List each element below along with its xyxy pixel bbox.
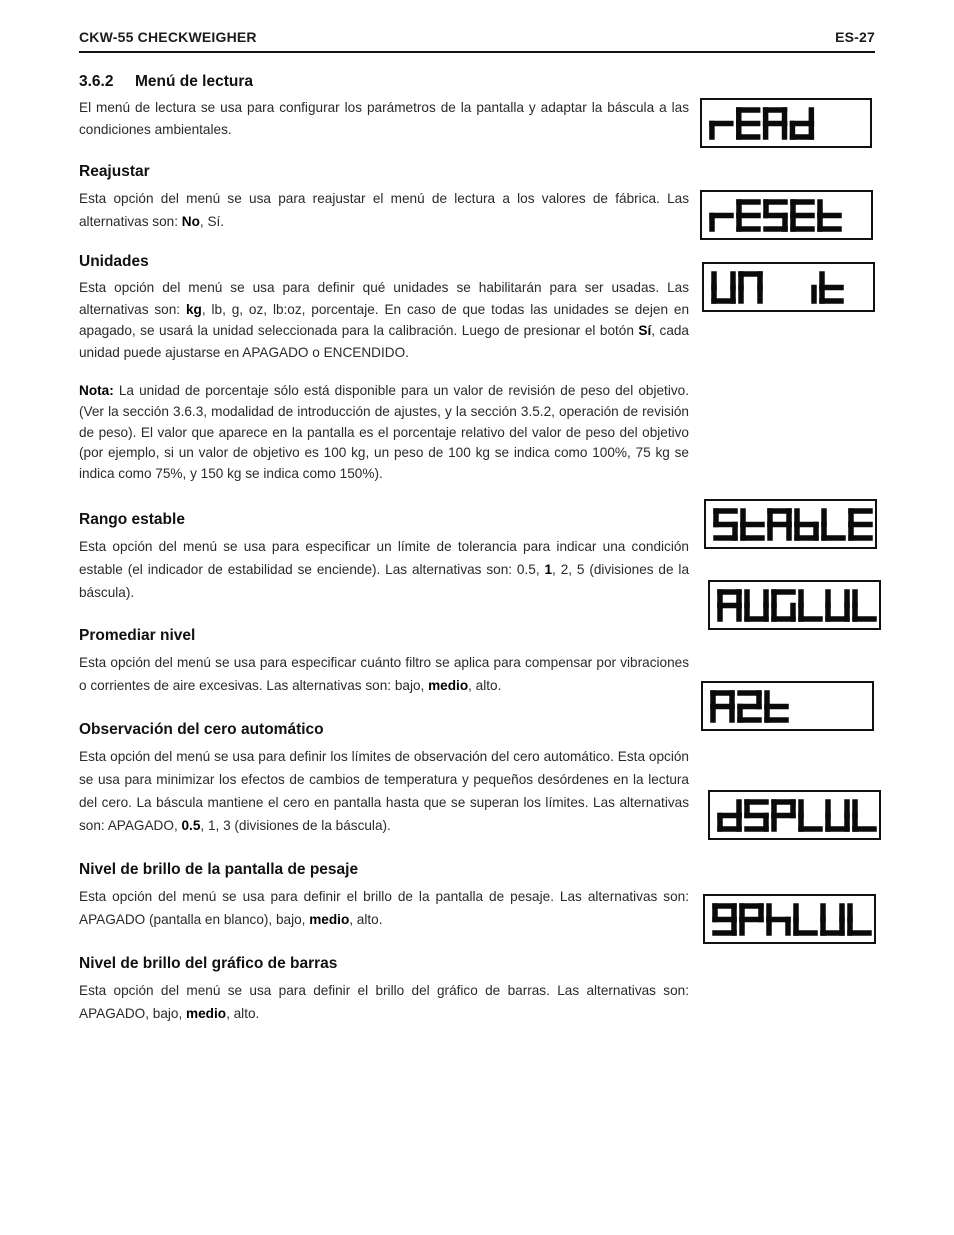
section-title: Nivel de brillo de la pantalla de pesaje [79, 861, 359, 878]
dsplvl-display [708, 790, 881, 840]
section-title: Rango estable [79, 511, 185, 528]
section-text: Esta opción del menú se usa para definir los límites de observación del cero automático. Esta opción se usa para minimizar los efectos de cambios de temperatura y pequeños desórdenes en la lectura del cero. La báscula mantiene el cero en pantalla hasta que se superan los límites. Las alternativas son: APAGADO, 0.5, 1, 3 (divisiones de la báscula). [79, 749, 689, 833]
note-text: Nota: La unidad de porcentaje sólo está disponible para un valor de revisión de peso del objetivo. (Ver la sección 3.6.3, modalidad de introducción de ajustes, y la sección 3.5.2, operación de revisión de peso). El valor que aparece en la pantalla es el porcentaje relativo del valor de peso del objetivo (por ejemplo, si un valor de objetivo es 100 kg, un peso de 100 kg se indica como 100%, 75 kg se indica como 75%, y 150 kg se indica como 150%). [79, 383, 689, 482]
section-text: Esta opción del menú se usa para definir el brillo de la pantalla de pesaje. Las alternativas son: APAGADO (pantalla en blanco), bajo, medio, alto. [79, 889, 689, 927]
section-note [79, 381, 689, 485]
section-text: Esta opción del menú se usa para reajustar el menú de lectura a los valores de fábrica. Las alternativas son: No, Sí. [79, 191, 689, 229]
section-text: Esta opción del menú se usa para definir el brillo del gráfico de barras. Las alternativas son: APAGADO, bajo, medio, alto. [79, 983, 689, 1021]
section-number: 3.6.2 [79, 73, 114, 90]
section-units [79, 253, 689, 363]
grphlvl-display [703, 894, 876, 944]
section-text: Esta opción del menú se usa para especificar cuánto filtro se aplica para compensar por vibraciones o corrientes de aire excesivas. Las alternativas son: bajo, medio, alto. [79, 655, 689, 693]
azt-display [701, 681, 874, 731]
section-title: Reajustar [79, 163, 150, 180]
section-display-brightness [79, 861, 689, 931]
avglvl-display [708, 580, 881, 630]
note-label: Nota: [79, 383, 114, 398]
section-stable-range [79, 511, 689, 604]
document-title: CKW-55 CHECKWEIGHER [79, 29, 257, 45]
stable-display [704, 499, 877, 549]
page-header [79, 29, 875, 53]
section-text: Esta opción del menú se usa para definir qué unidades se habilitarán para ser usadas. Las alternativas son: kg, lb, g, oz, lb:oz, porcentaje. En caso de que todas las unidades se dejen en apagado, se usará la unidad seleccionada para la calibración. Luego de presionar el botón Sí, cada unidad puede ajustarse en APAGADO o ENCENDIDO. [79, 280, 690, 360]
section-average-level [79, 627, 689, 697]
section-heading [79, 73, 689, 91]
section-read-menu [79, 73, 689, 141]
page-number: ES-27 [835, 29, 875, 45]
section-bargraph-brightness [79, 955, 689, 1025]
section-reset [79, 163, 689, 233]
section-title: Observación del cero automático [79, 721, 324, 738]
section-text: El menú de lectura se usa para configurar los parámetros de la pantalla y adaptar la báscula a las condiciones ambientales. [79, 100, 689, 137]
unit-display [702, 262, 875, 312]
section-title: Nivel de brillo del gráfico de barras [79, 955, 338, 972]
section-title: Promediar nivel [79, 627, 196, 644]
section-text: Esta opción del menú se usa para especificar un límite de tolerancia para indicar una condición estable (el indicador de estabilidad se enciende). Las alternativas son: 0.5, 1, 2, 5 (divisiones de la báscula). [79, 539, 690, 600]
reset-display [700, 190, 873, 240]
read-display [700, 98, 872, 148]
section-auto-zero [79, 721, 689, 837]
section-title: Menú de lectura [135, 73, 253, 90]
section-title: Unidades [79, 253, 149, 270]
